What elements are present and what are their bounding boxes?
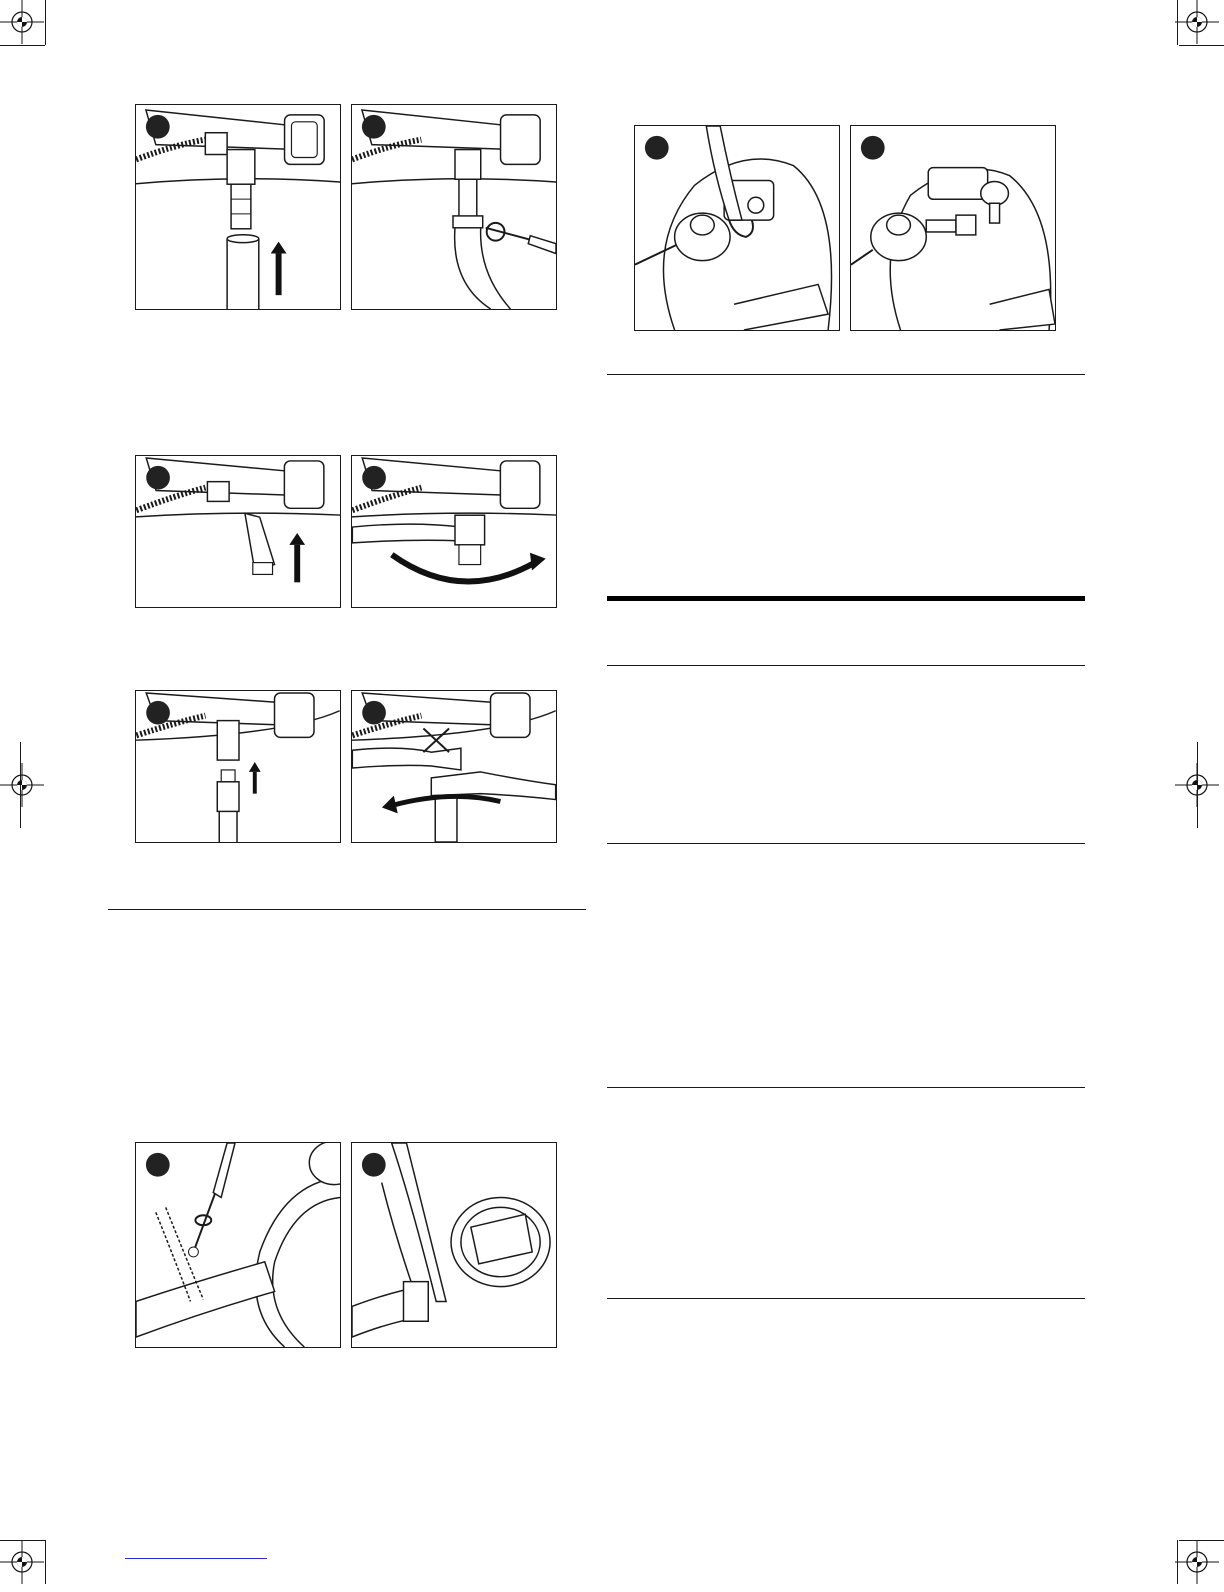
trim-mark [45,1540,46,1584]
section-divider [607,665,1085,666]
figure-clamp-regulator [135,1142,341,1348]
registration-mark-bottom-left [0,1537,47,1587]
figure-regulator-wrench-cylinder [634,125,840,331]
trim-mark [1177,0,1178,45]
figure-regulator-connected [351,1142,557,1348]
figure-threaded-connector-arrow-up [135,690,341,843]
figure-regulator-on-cylinder [850,125,1056,331]
registration-mark-top-right [1172,0,1222,47]
footer-link-underline [125,1558,267,1559]
trim-mark [1179,45,1224,46]
section-divider [607,374,1085,375]
trim-mark [20,742,21,828]
section-divider-thick [607,596,1085,601]
registration-mark-mid-left [0,760,47,810]
trim-mark [1197,742,1198,828]
figure-hose-fitting-arrow-up [135,104,341,310]
section-divider [108,909,586,910]
trim-mark [0,45,45,46]
section-divider [607,1298,1085,1299]
registration-mark-top-left [0,0,47,47]
section-divider [607,843,1085,844]
figure-two-wrenches [351,690,557,843]
trim-mark [0,1540,45,1541]
figure-connector-arrow-up [135,455,341,608]
trim-mark [45,0,46,45]
trim-mark [1179,1540,1224,1541]
figure-wrench-tighten [351,455,557,608]
figure-hose-clamp-screwdriver [351,104,557,310]
section-divider [607,1087,1085,1088]
registration-mark-bottom-right [1172,1537,1222,1587]
trim-mark [1177,1540,1178,1584]
